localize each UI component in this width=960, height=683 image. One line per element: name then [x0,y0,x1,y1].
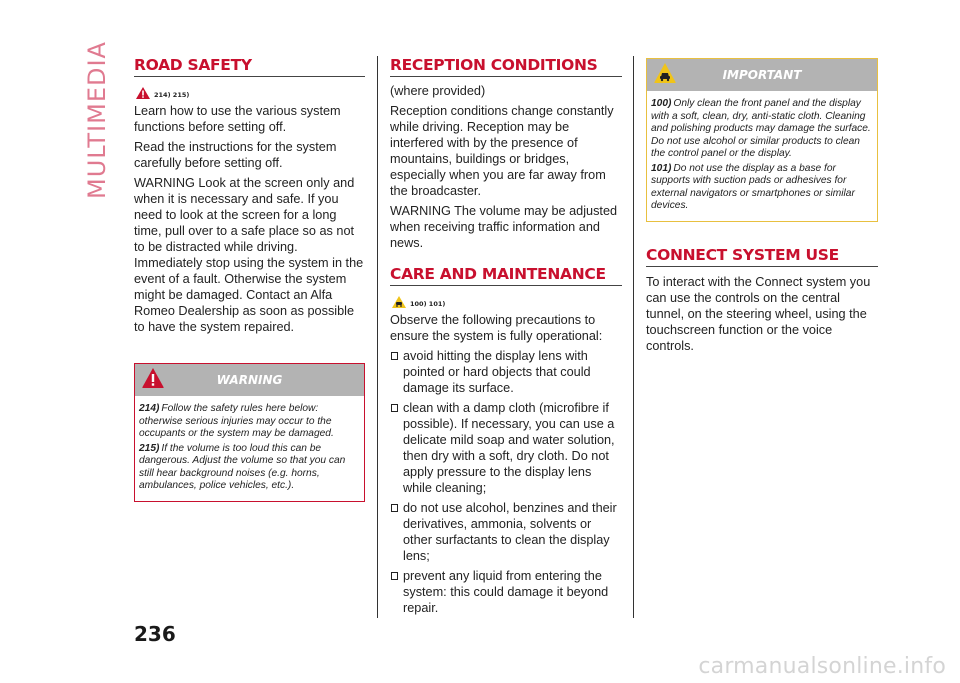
page-number: 236 [134,622,176,646]
warning-notice [134,363,365,502]
list-item [390,348,622,400]
important-notice-title: IMPORTANT [722,68,802,82]
important-notice-header [647,59,877,91]
list-item [390,500,622,568]
bullet-square-icon [391,572,398,580]
warning-triangle-icon [136,87,150,99]
list-item-text: prevent any liquid from entering the system: this could damage it beyond repair. [403,569,609,615]
note-text: If the volume is too loud this can be dangerous. Adjust the volume so that you can still hear background noises (e.g. horns, ambulances, police vehicles, etc.). [139,442,346,491]
paragraph: Read the instructions for the system carefully before setting off. [134,140,337,170]
chapter-label-text: MULTIMEDIA [83,41,111,199]
section-title-care: CARE AND MAINTENANCE [390,265,622,286]
column-middle [390,56,622,620]
column-left [134,56,365,502]
paragraph: To interact with the Connect system you can use the controls on the central tunnel, on the steering wheel, using the touchscreen function or the voice controls. [646,274,871,353]
warning-notice-title: WARNING [216,373,283,387]
section-title-road-safety: ROAD SAFETY [134,56,365,77]
section-title-connect: CONNECT SYSTEM USE [646,246,878,267]
section-title-reception: RECEPTION CONDITIONS [390,56,622,77]
note-reference-text: 214) 215) [154,91,190,99]
note-reference-text: 100) 101) [410,300,446,308]
list-item [390,400,622,500]
note-references [136,87,365,99]
note-item [139,443,360,493]
note-text: Only clean the front panel and the display with a soft, clean, dry, anti-static cloth. Cleaning and polishing products may damage the surface. Do not use alcohol or similar products to clean the control panel or the display. [651,98,871,159]
column-right [646,56,878,358]
watermark-text: carmanualsonline.info [698,654,946,679]
note-references [392,296,622,308]
list-item-text: avoid hitting the display lens with pointed or hard objects that could damage its surface. [403,349,591,395]
paragraph: WARNING Look at the screen only and when it is necessary and safe. If you need to look at the screen for a long time, pull over to a safe place so as not to be distracted while driving. Immediately stop using the system in the event of a fault. Otherwise the system might be damaged. Contact an Alfa Romeo Dealership as soon as possible to have the system repaired. [134,176,364,334]
note-number: 214) [139,403,160,414]
list-item [390,568,622,620]
warning-notice-header [135,364,364,396]
bullet-square-icon [391,352,398,360]
paragraph: (where provided) [390,84,486,98]
paragraph: WARNING The volume may be adjusted when receiving traffic information and news. [390,204,618,250]
paragraph: Reception conditions change constantly while driving. Reception may be interfered with by the presence of mountains, buildings or bridges, especially when you are far away from the broadcaster. [390,104,614,198]
list-item-text: do not use alcohol, benzines and their derivatives, ammonia, solvents or other surfactants to clean the display lens; [403,501,617,563]
column-divider [377,56,378,618]
bullet-square-icon [391,504,398,512]
note-item [651,163,873,213]
chapter-side-label [80,41,114,199]
note-number: 215) [139,442,160,454]
note-text: Follow the safety rules here below: otherwise serious injuries may occur to the occupants or the system may be damaged. [139,403,334,439]
note-text: Do not use the display as a base for supports with suction pads or adhesives for external navigators or smartphones or similar devices. [651,162,855,211]
car-caution-icon [392,296,406,308]
important-notice [646,58,878,222]
list-item-text: clean with a damp cloth (microfibre if possible). If necessary, you can use a delicate mild soap and water solution, then dry with a soft, dry cloth. Do not apply pressure to the display lens while cleaning; [403,401,615,495]
note-number: 101) [651,162,672,174]
paragraph: Observe the following precautions to ensure the system is fully operational: [390,313,603,343]
bullet-square-icon [391,404,398,412]
warning-notice-body [135,396,364,501]
column-divider [633,56,634,618]
note-number: 100) [651,98,672,109]
note-item [139,403,360,441]
note-item [651,98,873,161]
paragraph: Learn how to use the various system functions before setting off. [134,104,341,134]
important-notice-body [647,91,877,221]
